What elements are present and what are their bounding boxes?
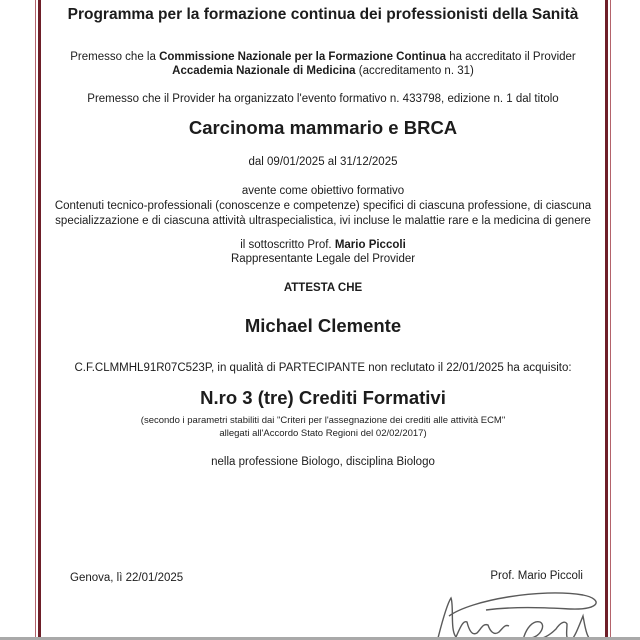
objective-line-2: Contenuti tecnico-professionali (conoscenze e competenze) specifici di ciascuna professione, di ciascuna <box>54 200 592 212</box>
credits-note-line-2: allegati all'Accordo Stato Regioni del 02/02/2017) <box>219 428 427 439</box>
accreditation-post: (accreditamento n. 31) <box>355 65 474 77</box>
event-title: Carcinoma mammario e BRCA <box>188 117 458 138</box>
credits-note <box>44 414 602 440</box>
profession-line: nella professione Biologo, disciplina Biologo <box>211 456 435 468</box>
participant-details: C.F.CLMMHL91R07C523P, in qualità di PARTECIPANTE non reclutato il 22/01/2025 ha acquisito: <box>74 362 572 374</box>
place-and-date: Genova, lì 22/01/2025 <box>70 572 184 584</box>
signer-name: Prof. Mario Piccoli <box>490 570 583 582</box>
objective-line-1: avente come obiettivo formativo <box>241 185 405 197</box>
provider-name: Accademia Nazionale di Medicina <box>172 65 356 77</box>
attests-label: ATTESTA CHE <box>283 282 363 294</box>
signatory-paragraph <box>44 238 602 266</box>
page-title: Programma per la formazione continua dei professionisti della Sanità <box>67 6 579 23</box>
participant-name: Michael Clemente <box>244 315 402 336</box>
signatory-name: Mario Piccoli <box>334 239 406 251</box>
event-premise: Premesso che il Provider ha organizzato l'evento formativo n. 433798, edizione n. 1 dal titolo <box>87 93 559 105</box>
commission-name: Commissione Nazionale per la Formazione Continua <box>159 51 446 63</box>
objective-line-3: specializzazione e di ciascuna attività ultraspecialistica, ivi incluse le malattie rare e la medicina di genere <box>55 215 591 227</box>
credits-title: N.ro 3 (tre) Crediti Formativi <box>200 387 446 408</box>
handwritten-signature-icon <box>431 590 616 640</box>
signatory-pre: il sottoscritto Prof. <box>240 239 335 251</box>
accreditation-mid: ha accreditato il Provider <box>446 51 576 63</box>
event-dates: dal 09/01/2025 al 31/12/2025 <box>248 156 398 168</box>
signatory-role: Rappresentante Legale del Provider <box>230 253 416 265</box>
objective-paragraph <box>44 184 602 229</box>
accreditation-pre: Premesso che la <box>70 51 160 63</box>
credits-note-line-1: (secondo i parametri stabiliti dai "Criteri per l'assegnazione dei crediti alle attività ECM" <box>140 415 506 426</box>
accreditation-paragraph <box>44 50 602 78</box>
